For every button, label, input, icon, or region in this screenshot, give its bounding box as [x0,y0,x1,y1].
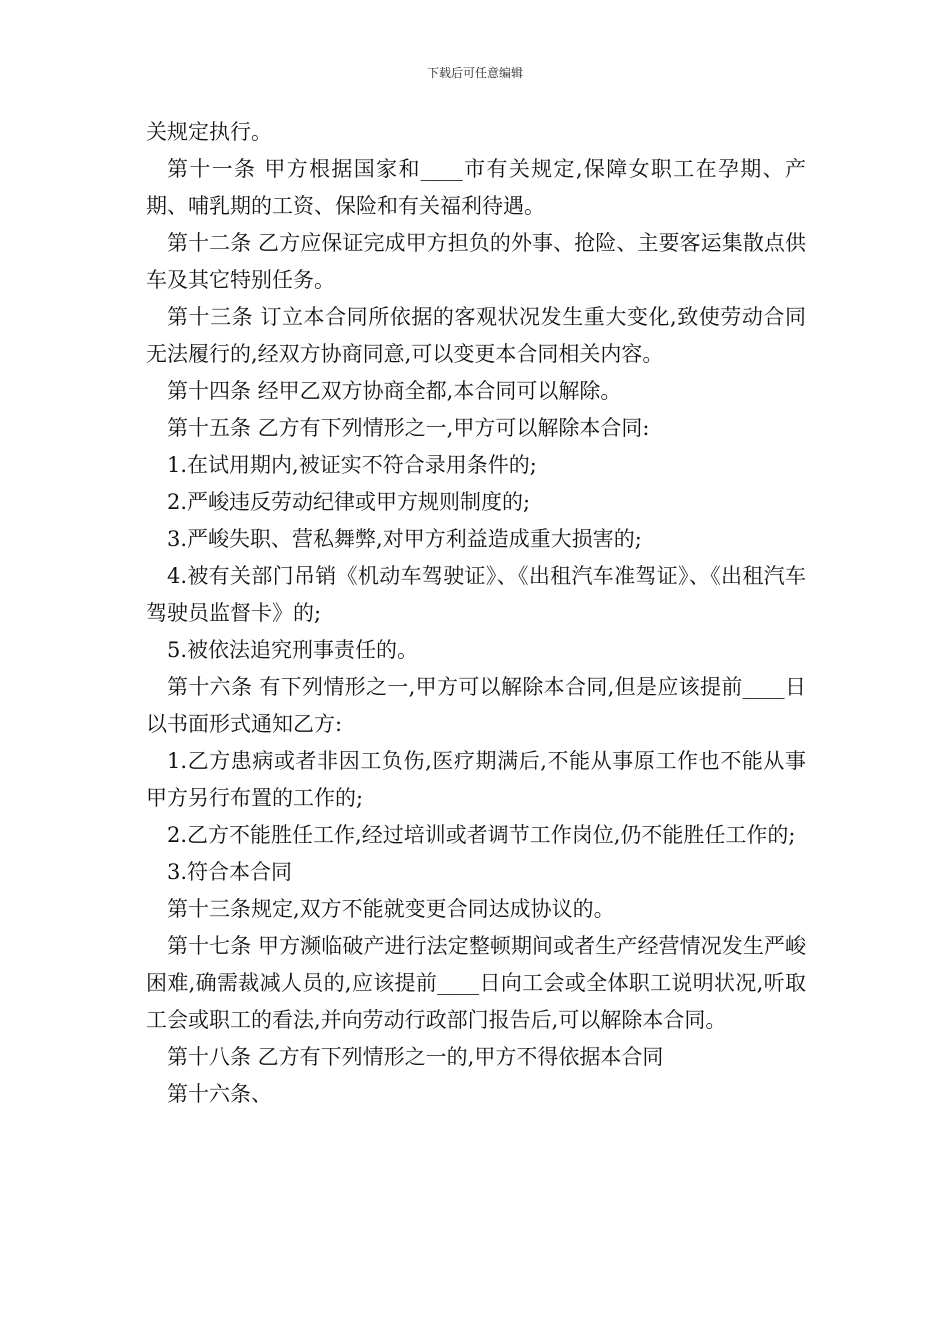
paragraph: 第十一条 甲方根据国家和____市有关规定,保障女职工在孕期、产期、哺乳期的工资、保险和有关福利待遇。 [146,157,806,218]
page-header: 下载后可任意编辑 [426,66,523,80]
document-body [146,114,806,1113]
paragraph: 5.被依法追究刑事责任的。 [167,638,419,662]
paragraph: 第十六条、 [167,1082,272,1106]
paragraph: 第十五条 乙方有下列情形之一,甲方可以解除本合同: [167,416,650,440]
paragraph: 3.符合本合同 [167,860,293,884]
paragraph: 4.被有关部门吊销《机动车驾驶证》、《出租汽车准驾证》、《出租汽车驾驶员监督卡》的; [146,564,806,625]
paragraph: 第十六条 有下列情形之一,甲方可以解除本合同,但是应该提前____日以书面形式通知乙方: [146,675,806,736]
paragraph: 2.严峻违反劳动纪律或甲方规则制度的; [167,490,531,514]
paragraph: 第十二条 乙方应保证完成甲方担负的外事、抢险、主要客运集散点供车及其它特别任务。 [146,231,806,292]
paragraph: 第十七条 甲方濒临破产进行法定整顿期间或者生产经营情况发生严峻困难,确需裁减人员的,应该提前____日向工会或全体职工说明状况,听取工会或职工的看法,并向劳动行政部门报告后,可以解除本合同。 [146,934,806,1032]
paragraph: 第十三条规定,双方不能就变更合同达成协议的。 [167,897,615,921]
paragraph: 1.乙方患病或者非因工负伤,医疗期满后,不能从事原工作也不能从事甲方另行布置的工作的; [146,749,806,810]
paragraph: 2.乙方不能胜任工作,经过培训或者调节工作岗位,仍不能胜任工作的; [167,823,796,847]
paragraph: 1.在试用期内,被证实不符合录用条件的; [167,453,537,477]
paragraph: 第十八条 乙方有下列情形之一的,甲方不得依据本合同 [167,1045,664,1069]
paragraph: 第十三条 订立本合同所依据的客观状况发生重大变化,致使劳动合同无法履行的,经双方协商同意,可以变更本合同相关内容。 [146,305,806,366]
paragraph: 3.严峻失职、营私舞弊,对甲方利益造成重大损害的; [167,527,642,551]
paragraph: 第十四条 经甲乙双方协商全都,本合同可以解除。 [167,379,622,403]
paragraph: 关规定执行。 [146,120,272,144]
